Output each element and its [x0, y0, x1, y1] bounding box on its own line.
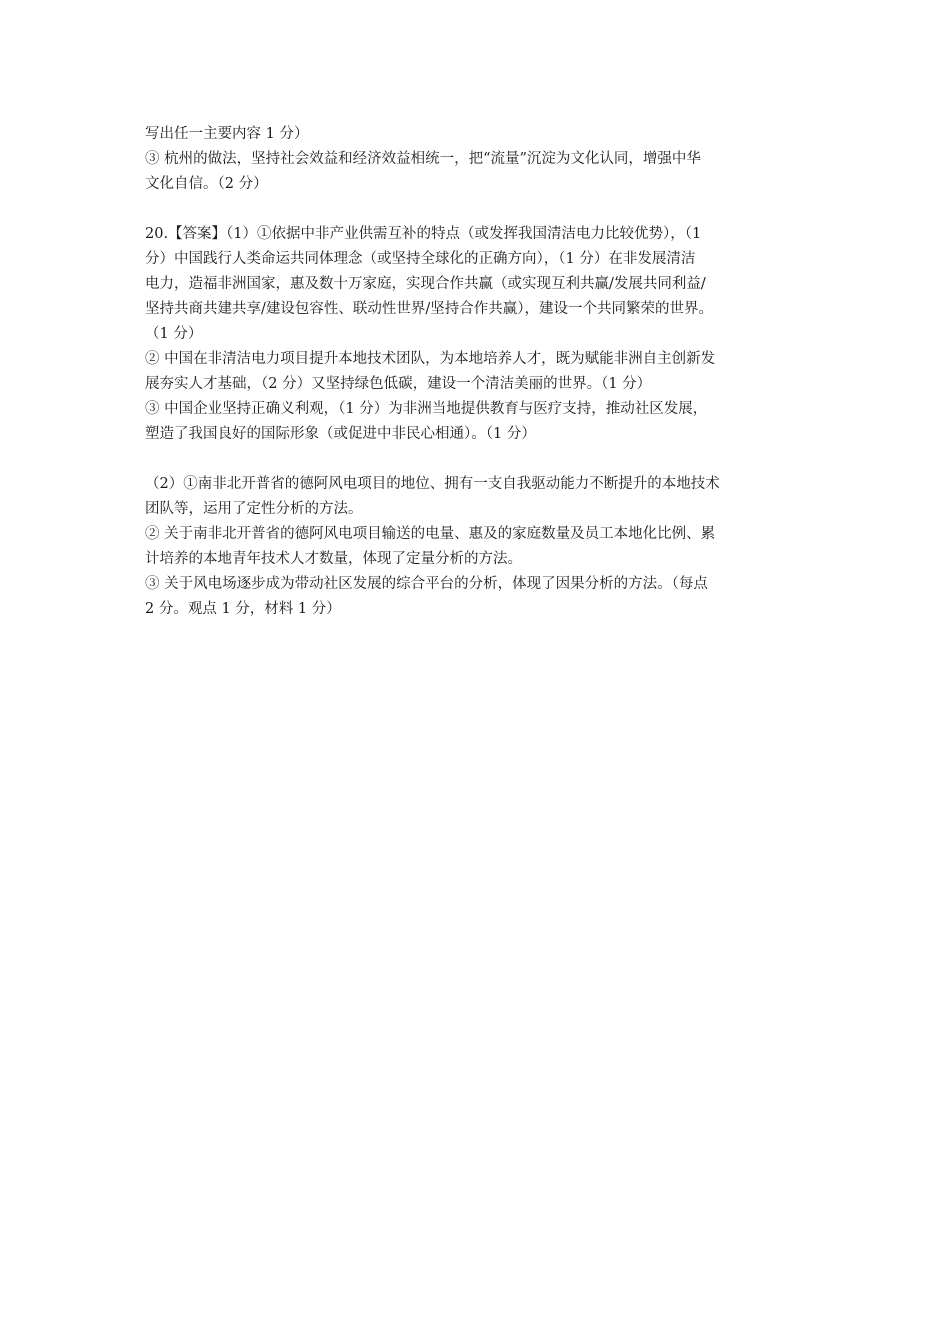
text-line: ③ 杭州的做法，坚持社会效益和经济效益相统一，把“流量”沉淀为文化认同，增强中华 [145, 151, 701, 167]
text-line: 团队等，运用了定性分析的方法。 [145, 501, 363, 517]
text-line: 写出任一主要内容 1 分） [145, 126, 309, 142]
text-line: 电力，造福非洲国家，惠及数十万家庭，实现合作共赢（或实现互利共赢/发展共同利益/ [145, 276, 706, 292]
text-line: （2）①南非北开普省的德阿风电项目的地位、拥有一支自我驱动能力不断提升的本地技术 [145, 476, 720, 492]
text-line: 坚持共商共建共享/建设包容性、联动性世界/坚持合作共赢），建设一个共同繁荣的世界。 [145, 301, 714, 317]
text-line: ③ 关于风电场逐步成为带动社区发展的综合平台的分析，体现了因果分析的方法。（每点 [145, 576, 708, 592]
text-line: 展夯实人才基础，（2 分）又坚持绿色低碳，建设一个清洁美丽的世界。（1 分） [145, 376, 652, 392]
text-line: ③ 中国企业坚持正确义利观，（1 分）为非洲当地提供教育与医疗支持，推动社区发展， [145, 401, 708, 417]
text-line: ② 关于南非北开普省的德阿风电项目输送的电量、惠及的家庭数量及员工本地化比例、累 [145, 526, 716, 542]
paragraph-gap [145, 197, 815, 222]
answer-20-part-2 [145, 472, 815, 622]
text-line: 分）中国践行人类命运共同体理念（或坚持全球化的正确方向），（1 分）在非发展清洁 [145, 251, 696, 267]
answer-20-part-1 [145, 222, 815, 447]
text-line: 计培养的本地青年技术人才数量，体现了定量分析的方法。 [145, 551, 522, 567]
text-line: 2 分。观点 1 分，材料 1 分） [145, 601, 341, 617]
text-line: 20.【答案】（1）①依据中非产业供需互补的特点（或发挥我国清洁电力比较优势），（1 [145, 226, 702, 242]
text-line: ② 中国在非清洁电力项目提升本地技术团队，为本地培养人才，既为赋能非洲自主创新发 [145, 351, 716, 367]
section-top [145, 122, 815, 197]
text-line: 文化自信。（2 分） [145, 176, 268, 192]
paragraph-gap [145, 447, 815, 472]
document-page [145, 122, 815, 622]
text-line: （1 分） [145, 326, 203, 342]
text-line: 塑造了我国良好的国际形象（或促进中非民心相通）。（1 分） [145, 426, 536, 442]
